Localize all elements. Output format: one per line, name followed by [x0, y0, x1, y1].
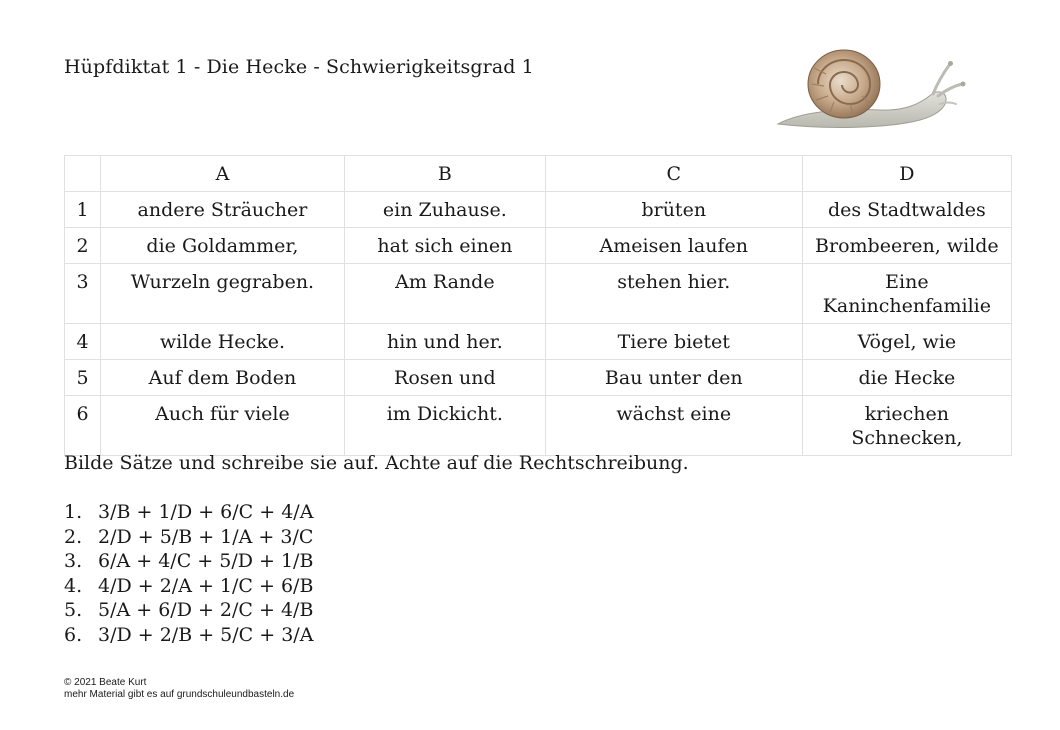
table-cell: wilde Hecke. [100, 324, 344, 360]
list-item [64, 623, 313, 648]
table-cell: Eine Kaninchenfamilie [802, 264, 1011, 324]
table-cell: Am Rande [344, 264, 545, 324]
table-cell: hin und her. [344, 324, 545, 360]
table-cell: Auch für viele [100, 396, 344, 456]
task-number: 1. [64, 501, 83, 523]
table-row [65, 192, 1012, 228]
task-text: 3/B + 1/D + 6/C + 4/A [98, 501, 314, 523]
copyright-text: © 2021 Beate Kurt [64, 677, 147, 688]
list-item [64, 500, 313, 525]
table-cell: ein Zuhause. [344, 192, 545, 228]
word-table [64, 155, 1012, 456]
column-header: C [545, 156, 802, 192]
table-cell: kriechen Schnecken, [802, 396, 1011, 456]
table-row [65, 264, 1012, 324]
source-text: mehr Material gibt es auf grundschuleundbasteln.de [64, 689, 295, 700]
table-cell: die Hecke [802, 360, 1011, 396]
table-row [65, 396, 1012, 456]
task-text: 6/A + 4/C + 5/D + 1/B [98, 550, 314, 572]
row-number: 2 [65, 228, 101, 264]
row-number: 6 [65, 396, 101, 456]
column-header: A [100, 156, 344, 192]
corner-cell [65, 156, 101, 192]
table-cell: wächst eine [545, 396, 802, 456]
table-row [65, 228, 1012, 264]
row-number: 1 [65, 192, 101, 228]
list-item [64, 549, 313, 574]
table-cell: stehen hier. [545, 264, 802, 324]
column-header: B [344, 156, 545, 192]
table-cell: Bau unter den [545, 360, 802, 396]
row-number: 3 [65, 264, 101, 324]
task-number: 4. [64, 574, 83, 597]
table-cell: des Stadtwaldes [802, 192, 1011, 228]
table-cell: Vögel, wie [802, 324, 1011, 360]
task-text: 2/D + 5/B + 1/A + 3/C [98, 525, 314, 548]
table-cell: hat sich einen [344, 228, 545, 264]
table-cell: im Dickicht. [344, 396, 545, 456]
instruction-text: Bilde Sätze und schreibe sie auf. Achte auf die Rechtschreibung. [64, 452, 689, 474]
table-cell: Ameisen laufen [545, 228, 802, 264]
task-text: 5/A + 6/D + 2/C + 4/B [98, 599, 314, 621]
worksheet-title: Hüpfdiktat 1 - Die Hecke - Schwierigkeitsgrad 1 [64, 56, 534, 78]
column-header: D [802, 156, 1011, 192]
table-row [65, 360, 1012, 396]
list-item [64, 598, 313, 623]
task-text: 4/D + 2/A + 1/C + 6/B [98, 574, 314, 597]
table-cell: Wurzeln gegraben. [100, 264, 344, 324]
table-cell: Auf dem Boden [100, 360, 344, 396]
task-number: 2. [64, 525, 83, 548]
task-number: 5. [64, 599, 83, 621]
row-number: 4 [65, 324, 101, 360]
task-text: 3/D + 2/B + 5/C + 3/A [98, 623, 314, 646]
table-cell: Brombeeren, wilde [802, 228, 1011, 264]
table-cell: andere Sträucher [100, 192, 344, 228]
list-item [64, 574, 313, 599]
task-number: 3. [64, 550, 83, 572]
table-cell: die Goldammer, [100, 228, 344, 264]
task-number: 6. [64, 623, 83, 646]
snail-illustration [770, 38, 970, 138]
table-cell: Tiere bietet [545, 324, 802, 360]
task-list [64, 500, 313, 647]
row-number: 5 [65, 360, 101, 396]
table-cell: brüten [545, 192, 802, 228]
table-row [65, 324, 1012, 360]
table-header-row [65, 156, 1012, 192]
footer [64, 677, 294, 701]
list-item [64, 525, 313, 550]
table-cell: Rosen und [344, 360, 545, 396]
